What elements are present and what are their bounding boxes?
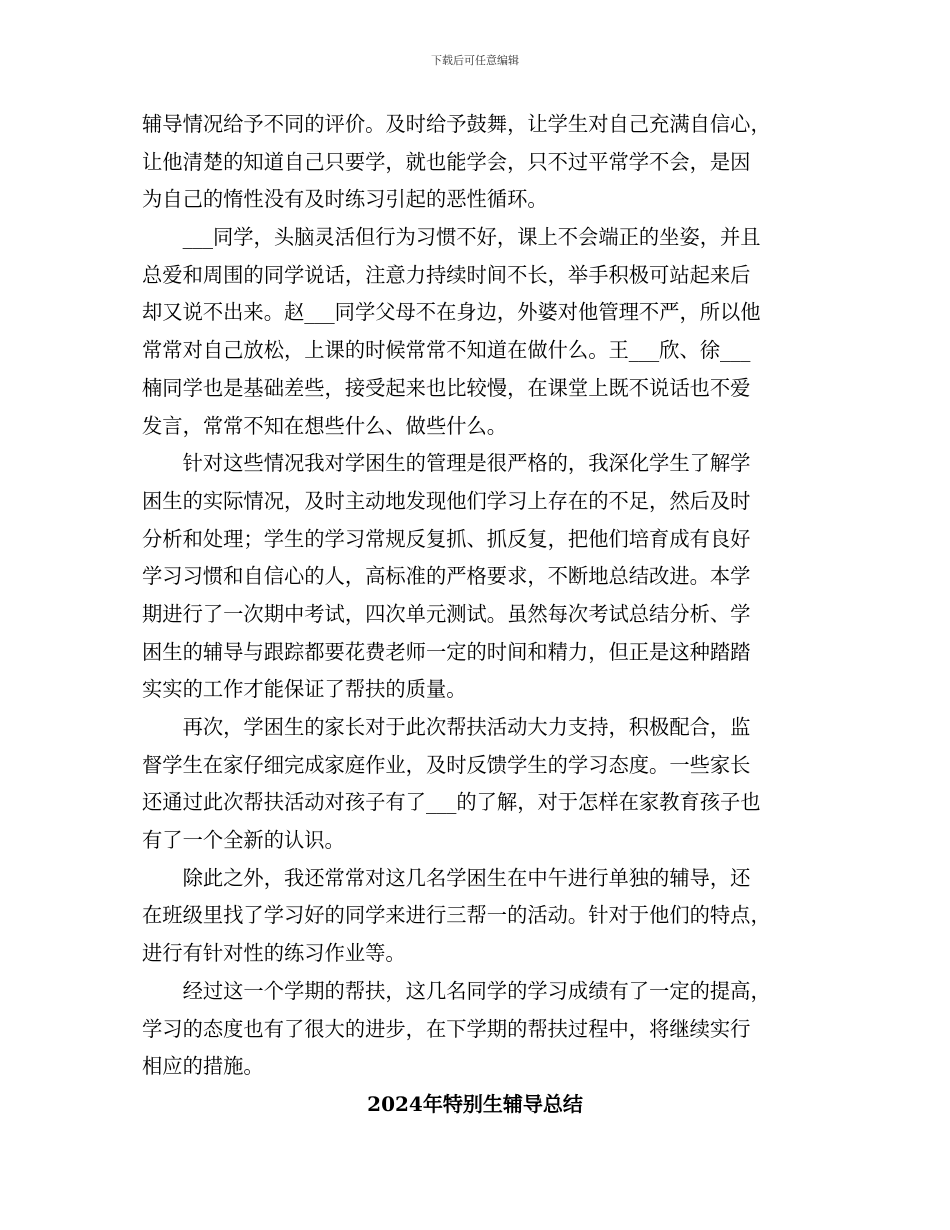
page-header-note: 下载后可任意编辑 bbox=[431, 54, 519, 67]
paragraph-2-line-3: 却又说不出来。赵___同学父母不在身边，外婆对他管理不严，所以他 bbox=[142, 300, 761, 325]
paragraph-5-line-1: 除此之外，我还常常对这几名学困生在中午进行单独的辅导，还 bbox=[142, 865, 751, 890]
document-body bbox=[142, 106, 822, 1086]
paragraph-3-line-7: 实实的工作才能保证了帮扶的质量。 bbox=[142, 677, 467, 702]
paragraph-2-line-1: ___同学，头脑灵活但行为习惯不好，课上不会端正的坐姿，并且 bbox=[142, 225, 761, 250]
paragraph-3-line-3: 分析和处理；学生的学习常规反复抓、抓反复，把他们培育成有良好 bbox=[142, 526, 751, 551]
paragraph-5-line-3: 进行有针对性的练习作业等。 bbox=[142, 941, 406, 966]
paragraph-4-line-4: 有了一个全新的认识。 bbox=[142, 828, 345, 853]
paragraph-1-line-1: 辅导情况给予不同的评价。及时给予鼓舞，让学生对自己充满自信心， bbox=[142, 112, 771, 136]
paragraph-3-line-4: 学习习惯和自信心的人，高标准的严格要求，不断地总结改进。本学 bbox=[142, 564, 751, 589]
paragraph-1-line-3: 为自己的惰性没有及时练习引起的恶性循环。 bbox=[142, 187, 548, 212]
paragraph-3-line-2: 困生的实际情况，及时主动地发现他们学习上存在的不足，然后及时 bbox=[142, 488, 751, 513]
paragraph-4-line-2: 督学生在家仔细完成家庭作业，及时反馈学生的学习态度。一些家长 bbox=[142, 752, 751, 777]
paragraph-3-line-1: 针对这些情况我对学困生的管理是很严格的，我深化学生了解学 bbox=[142, 451, 751, 476]
paragraph-5-line-2: 在班级里找了学习好的同学来进行三帮一的活动。针对于他们的特点， bbox=[142, 903, 771, 928]
paragraph-3-line-6: 困生的辅导与跟踪都要花费老师一定的时间和精力，但正是这种踏踏 bbox=[142, 639, 751, 664]
paragraph-2-line-6: 发言，常常不知在想些什么、做些什么。 bbox=[142, 413, 508, 438]
paragraph-2-line-4: 常常对自己放松，上课的时候常常不知道在做什么。王___欣、徐___ bbox=[142, 338, 751, 363]
paragraph-2-line-5: 楠同学也是基础差些，接受起来也比较慢，在课堂上既不说话也不爱 bbox=[142, 375, 751, 400]
paragraph-6-line-1: 经过这一个学期的帮扶，这几名同学的学习成绩有了一定的提高， bbox=[142, 978, 771, 1003]
paragraph-6-line-2: 学习的态度也有了很大的进步，在下学期的帮扶过程中，将继续实行 bbox=[142, 1016, 751, 1041]
paragraph-4-line-1: 再次，学困生的家长对于此次帮扶活动大力支持，积极配合，监 bbox=[142, 715, 751, 739]
section-heading: 2024年特别生辅导总结 bbox=[367, 1092, 583, 1116]
paragraph-2-line-2: 总爱和周围的同学说话，注意力持续时间不长，举手积极可站起来后 bbox=[142, 262, 751, 287]
paragraph-4-line-3: 还通过此次帮扶活动对孩子有了___的了解，对于怎样在家教育孩子也 bbox=[142, 790, 761, 815]
paragraph-6-line-3: 相应的措施。 bbox=[142, 1054, 264, 1079]
paragraph-3-line-5: 期进行了一次期中考试，四次单元测试。虽然每次考试总结分析、学 bbox=[142, 601, 751, 626]
paragraph-1-line-2: 让他清楚的知道自己只要学，就也能学会，只不过平常学不会，是因 bbox=[142, 149, 751, 174]
